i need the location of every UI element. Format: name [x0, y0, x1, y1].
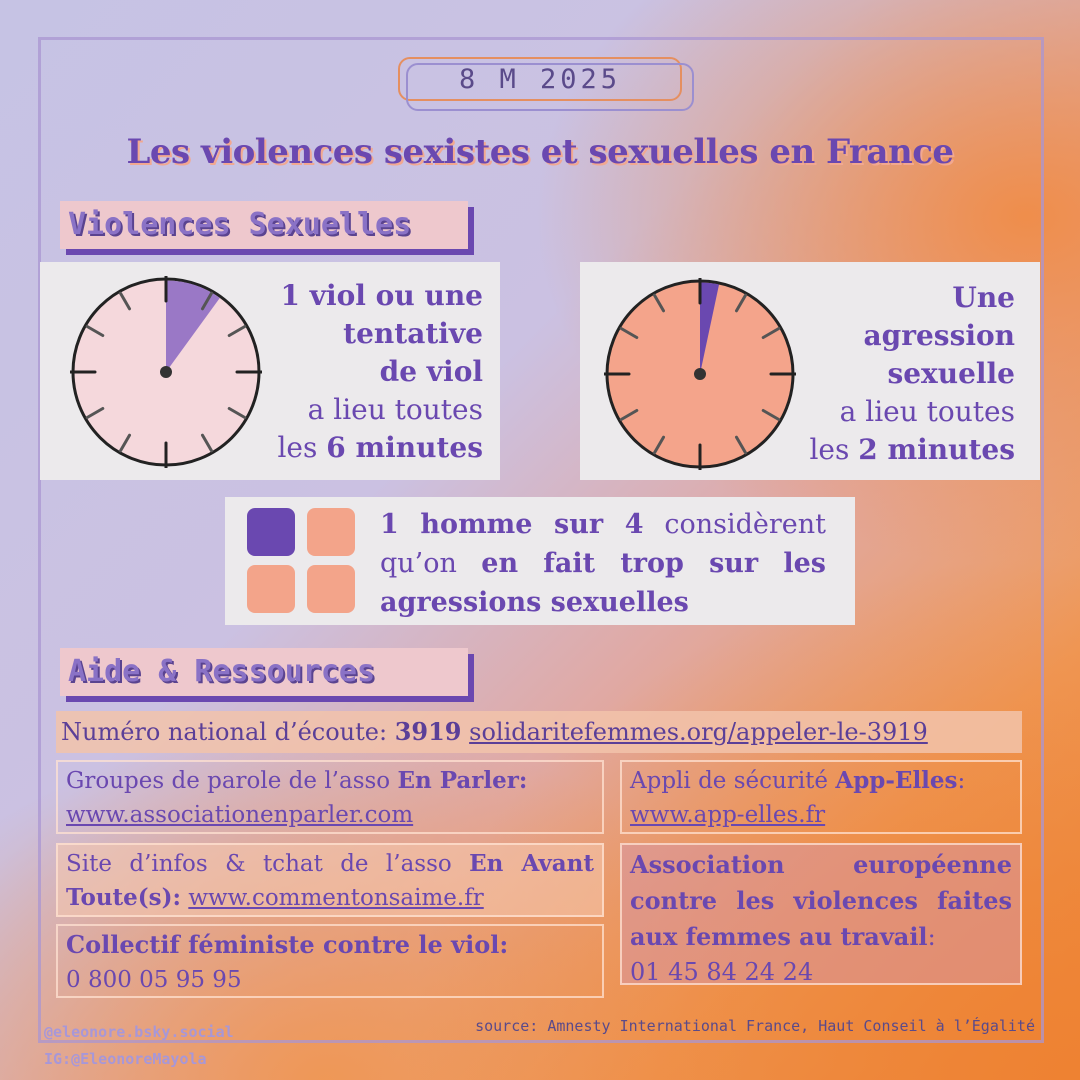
clock-caption-rape: 1 viol ou une tentative de viol a lieu toutes les 6 minutes — [277, 279, 483, 464]
section-aide: Aide & Ressources — [60, 648, 468, 696]
cfcv-phone[interactable]: 0 800 05 95 95 — [66, 967, 242, 993]
resource-enavant: Site d’infos & tchat de l’asso En Avant Toute(s): www.commentonsaime.fr — [56, 843, 604, 917]
national-helpline: Numéro national d’écoute: 3919 solidaritefemmes.org/appeler-le-3919 — [56, 711, 1022, 753]
bsky-handle[interactable]: @eleonore.bsky.social — [44, 1023, 234, 1041]
footer-handles — [44, 1019, 234, 1073]
ig-handle[interactable]: IG:@EleonoreMayola — [44, 1050, 207, 1068]
enavant-link[interactable]: www.commentonsaime.fr — [188, 885, 484, 911]
helpline-number[interactable]: 3919 — [394, 717, 462, 746]
clock-card-assault — [580, 262, 1040, 480]
avft-phone[interactable]: 01 45 84 24 24 — [630, 958, 814, 986]
clock-card-rape — [40, 262, 500, 480]
resource-enparler: Groupes de parole de l’asso En Parler: www.associationenparler.com — [56, 760, 604, 834]
ratio-square-filled — [247, 508, 295, 556]
clock-icon — [604, 278, 796, 470]
resource-avft: Association européenne contre les violences faites aux femmes au travail: 01 45 84 24 24 — [620, 843, 1022, 985]
page-title: Les violences sexistes et sexuelles en France — [126, 132, 954, 172]
helpline-link[interactable]: solidaritefemmes.org/appeler-le-3919 — [469, 718, 928, 746]
resource-cfcv: Collectif féministe contre le viol: 0 800 05 95 95 — [56, 924, 604, 998]
ratio-square — [307, 508, 355, 556]
date-label: 8 M 2025 — [458, 64, 622, 95]
clock-icon — [70, 276, 262, 468]
footer-source: source: Amnesty International France, Haut Conseil à l’Égalité — [475, 1017, 1035, 1035]
enparler-link[interactable]: www.associationenparler.com — [66, 802, 414, 828]
ratio-square — [247, 565, 295, 613]
ratio-square — [307, 565, 355, 613]
stat-text: 1 homme sur 4 considèrent qu’on en fait trop sur les agressions sexuelles — [380, 509, 826, 618]
clock-caption-assault: Une agression sexuelle a lieu toutes les 2 minutes — [809, 281, 1015, 466]
appelles-link[interactable]: www.app-elles.fr — [630, 802, 826, 828]
resource-appelles: Appli de sécurité App-Elles: www.app-elles.fr — [620, 760, 1022, 834]
section-violences: Violences Sexuelles — [60, 201, 468, 249]
